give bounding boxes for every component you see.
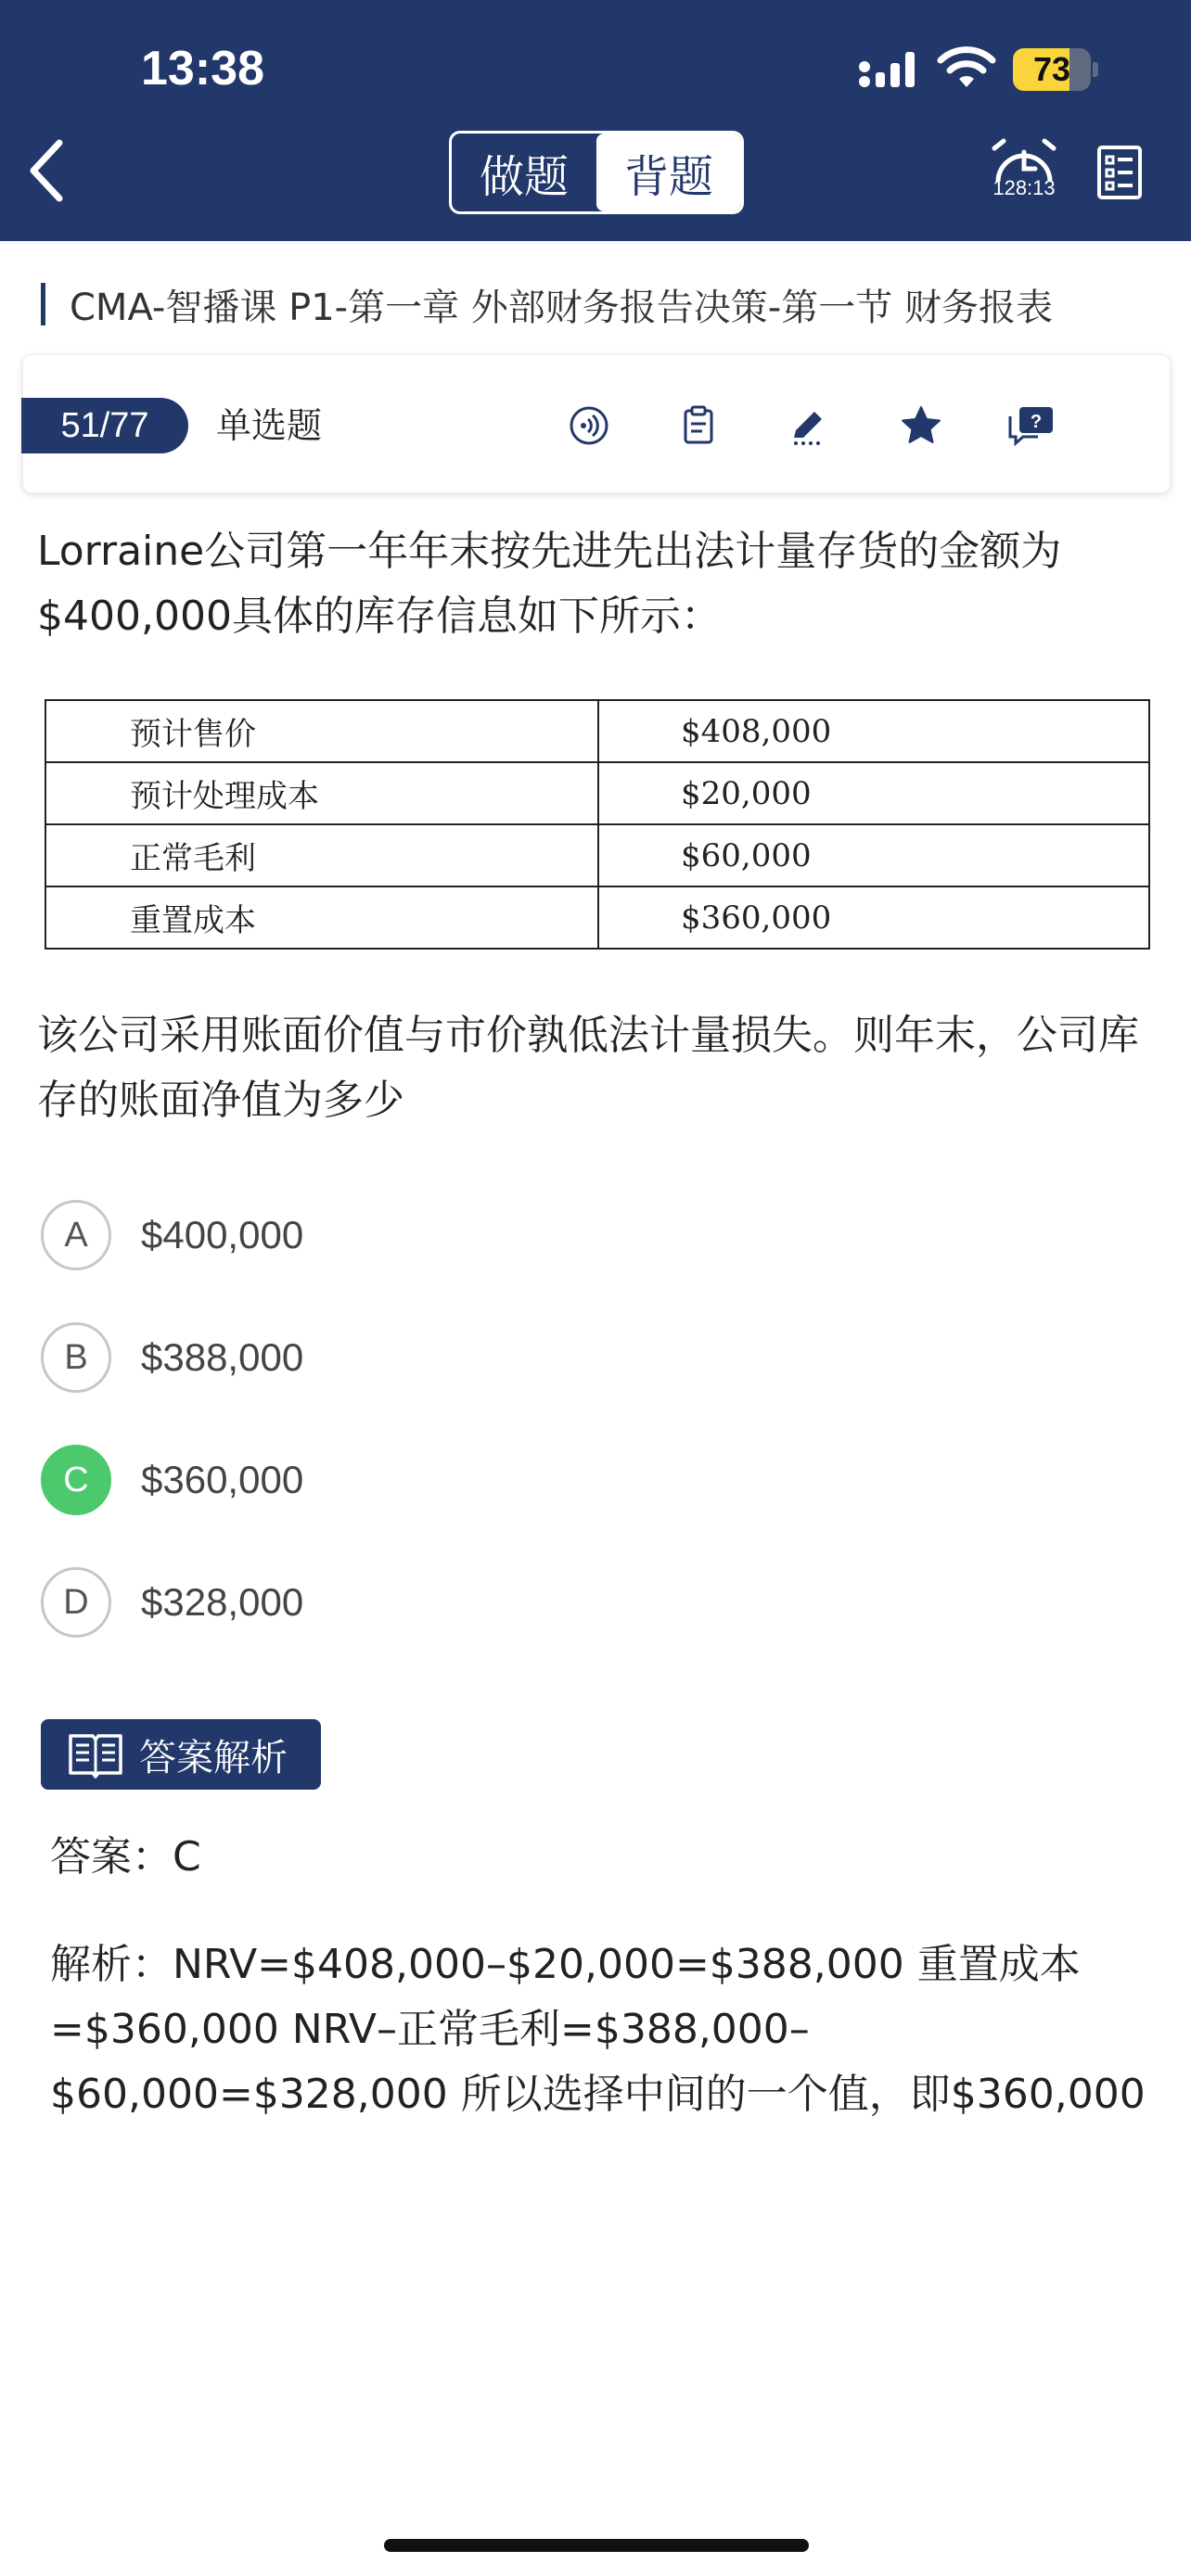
status-time: 13:38	[141, 42, 264, 96]
breadcrumb-text: CMA-智播课 P1-第一章 外部财务报告决策-第一节 财务报表	[70, 286, 1053, 329]
option-a[interactable]	[41, 1200, 303, 1270]
home-indicator[interactable]	[384, 2539, 809, 2552]
favorite-star-icon[interactable]	[895, 400, 947, 452]
breadcrumb	[41, 280, 1053, 328]
table-row	[45, 762, 1149, 824]
tab-memorize[interactable]: 背题	[596, 134, 741, 211]
option-text: $328,000	[141, 1580, 304, 1624]
top-header	[0, 0, 1191, 241]
open-book-icon	[67, 1728, 124, 1780]
option-key: A	[41, 1200, 111, 1270]
question-progress[interactable]: 51/77	[21, 398, 188, 453]
question-toolbar	[22, 354, 1171, 493]
table-row	[45, 886, 1149, 949]
table-cell-label: 重置成本	[45, 886, 598, 949]
svg-text:?: ?	[1030, 412, 1043, 432]
elapsed-timer: 128:13	[992, 176, 1056, 199]
table-cell-label: 预计处理成本	[45, 762, 598, 824]
option-d[interactable]	[41, 1567, 303, 1638]
option-b[interactable]	[41, 1322, 303, 1393]
battery-icon	[1013, 48, 1098, 91]
audio-icon[interactable]	[563, 400, 615, 452]
question-stem: Lorraine公司第一年年末按先进先出法计量存货的金额为$400,000具体的库存信息如下所示：	[37, 528, 1062, 640]
table-cell-value: $360,000	[598, 886, 1149, 949]
option-text: $400,000	[141, 1213, 304, 1256]
option-key: D	[41, 1567, 111, 1638]
feedback-icon[interactable]	[1005, 400, 1057, 452]
note-icon[interactable]	[672, 400, 724, 452]
answer-text: 答案：C	[50, 1833, 201, 1881]
explanation-text: 解析：NRV=$408,000–$20,000=$388,000 重置成本=$360,000 NRV–正常毛利=$388,000–$60,000=$328,000 所以选择中间的一个值，即$360,000	[50, 1941, 1146, 2118]
back-arrow-icon[interactable]	[22, 135, 74, 206]
question-type: 单选题	[216, 405, 323, 446]
analysis-badge-label: 答案解析	[139, 1736, 288, 1779]
table-cell-label: 预计售价	[45, 700, 598, 762]
tab-practice[interactable]: 做题	[479, 150, 569, 203]
option-key: B	[41, 1322, 111, 1393]
answer-sheet-icon[interactable]	[1096, 145, 1143, 200]
battery-level: 73	[1032, 50, 1071, 88]
breadcrumb-accent-bar	[41, 283, 45, 325]
option-key-correct: C	[41, 1445, 111, 1515]
option-c[interactable]	[41, 1445, 303, 1515]
question-follow-up: 该公司采用账面价值与市价孰低法计量损失。则年末，公司库存的账面净值为多少	[37, 1012, 1139, 1124]
wifi-icon	[937, 45, 996, 91]
table-row	[45, 824, 1149, 886]
table-row	[45, 700, 1149, 762]
mode-toggle	[449, 131, 744, 214]
cellular-signal-icon	[857, 48, 922, 89]
option-text: $360,000	[141, 1458, 304, 1501]
analysis-badge	[41, 1719, 321, 1790]
option-text: $388,000	[141, 1335, 304, 1379]
table-cell-value: $408,000	[598, 700, 1149, 762]
inventory-table	[45, 699, 1150, 950]
edit-icon[interactable]	[782, 400, 834, 452]
table-cell-value: $20,000	[598, 762, 1149, 824]
table-cell-value: $60,000	[598, 824, 1149, 886]
table-cell-label: 正常毛利	[45, 824, 598, 886]
